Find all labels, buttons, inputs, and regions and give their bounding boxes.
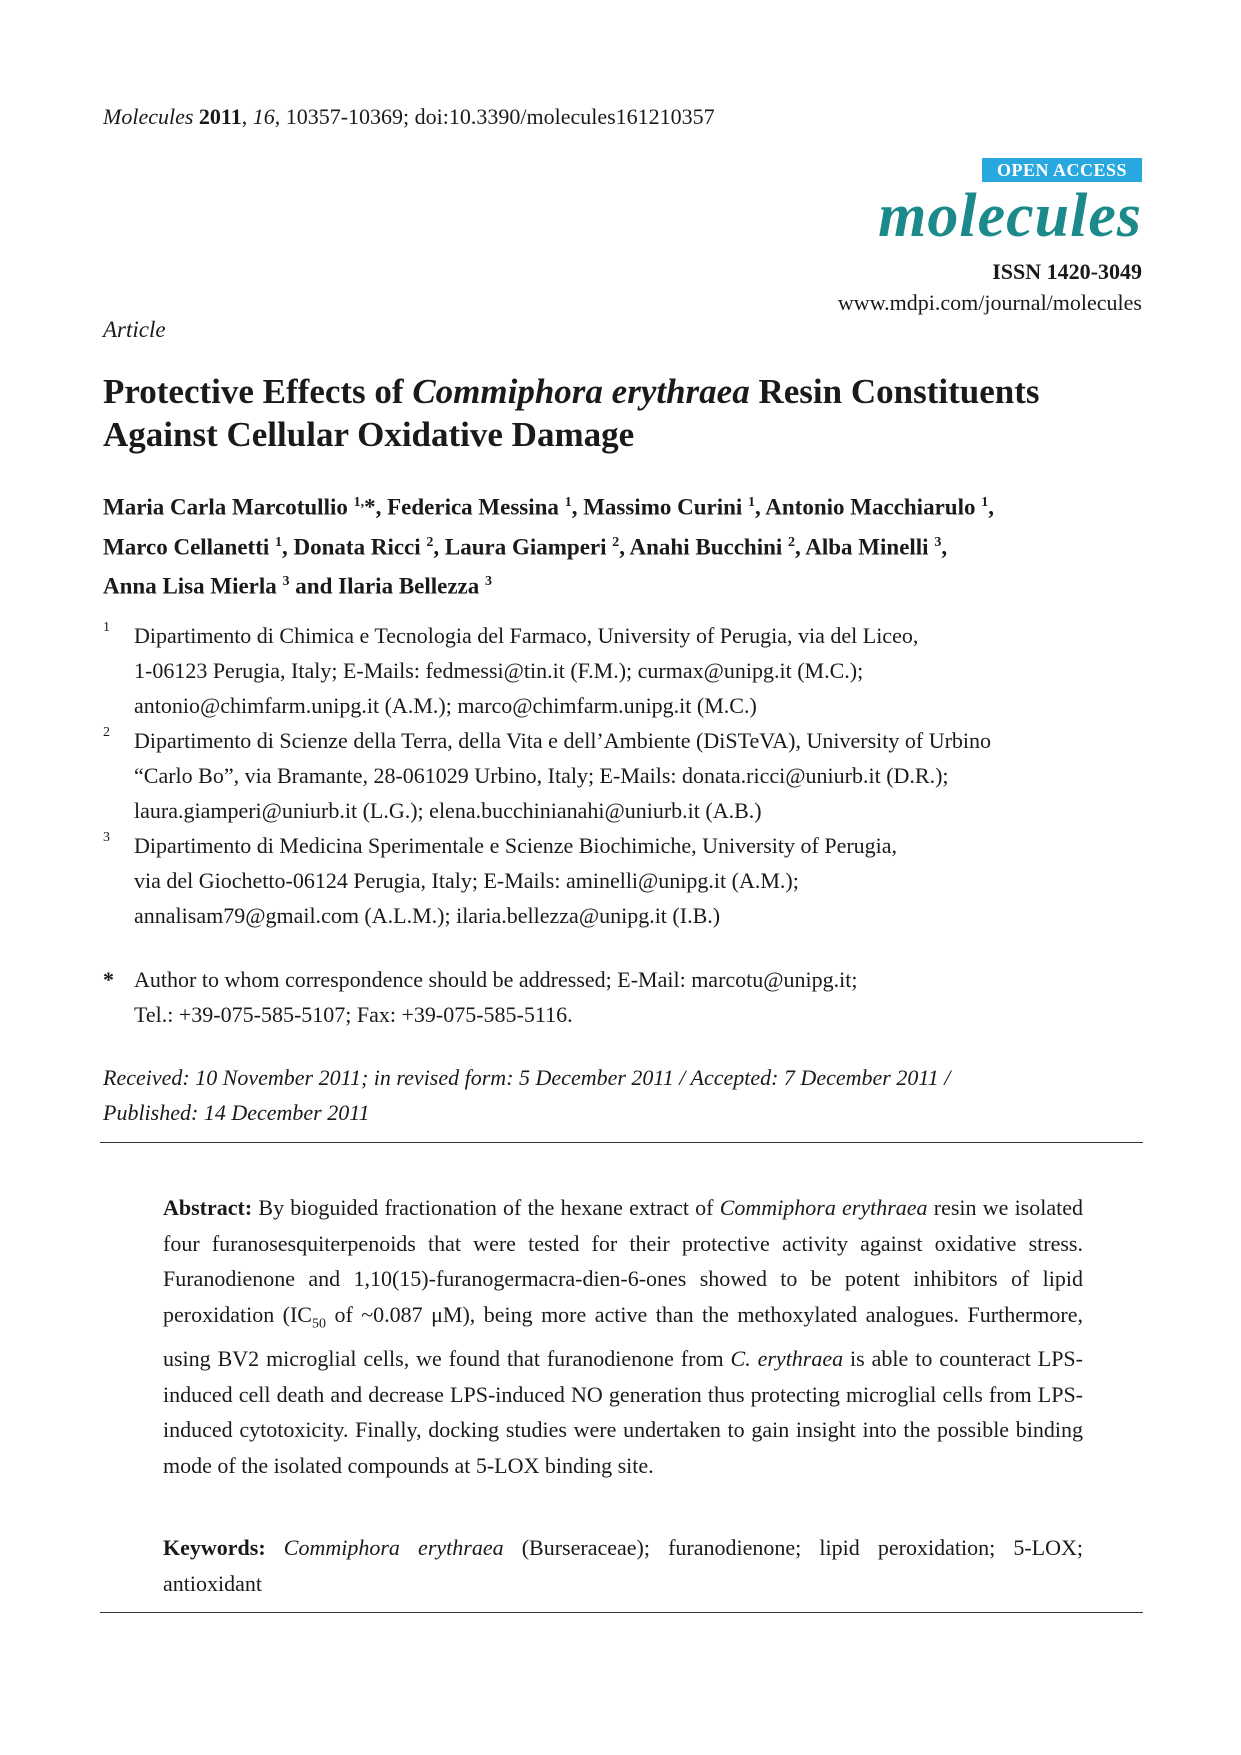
author: Anna Lisa Mierla xyxy=(103,573,277,599)
keywords-text: (Burseraceae); furanodienone; lipid peroxidation; 5-LOX; antioxidant xyxy=(163,1535,1083,1596)
affiliation-number: 2 xyxy=(103,725,110,740)
affiliation-number: 1 xyxy=(103,620,110,635)
author: Alba Minelli xyxy=(805,534,929,560)
affiliation-2 xyxy=(103,723,1143,828)
abstract-text: By bioguided fractionation of the hexane extract of xyxy=(252,1195,720,1220)
author-affiliation: 2 xyxy=(612,534,620,550)
affiliation-line: 1-06123 Perugia, Italy; E-Mails: fedmessi@tin.it (F.M.); curmax@unipg.it (M.C.); xyxy=(134,658,864,683)
issn: ISSN 1420-3049 xyxy=(992,259,1142,284)
keywords-label: Keywords: xyxy=(163,1535,266,1560)
journal-logo: molecules xyxy=(878,182,1142,250)
keyword-species: Commiphora erythraea xyxy=(283,1535,504,1560)
paper-title xyxy=(103,370,1143,456)
author: Massimo Curini xyxy=(583,494,743,520)
open-access-badge: OPEN ACCESS xyxy=(982,158,1142,182)
author-affiliation: 1 xyxy=(275,534,283,550)
affiliation-line: antonio@chimfarm.unipg.it (A.M.); marco@chimfarm.unipg.it (M.C.) xyxy=(134,693,757,718)
affiliation-line: Dipartimento di Medicina Sperimentale e Scienze Biochimiche, University of Perugia, xyxy=(134,833,898,858)
affiliation-3 xyxy=(103,828,1143,933)
journal-url[interactable]: www.mdpi.com/journal/molecules xyxy=(837,290,1142,315)
affiliation-line: annalisam79@gmail.com (A.L.M.); ilaria.bellezza@unipg.it (I.B.) xyxy=(134,903,721,928)
abstract-text: resin we isolated four furanosesquiterpenoids that were tested for their protective activity against oxidative stress. Furanodienone and 1,10(15)-furanogermacra-dien-6-ones showed to be potent inhibitors of lipid peroxidation (IC xyxy=(163,1195,1083,1327)
title-part-2: Resin Constituents Against Cellular Oxidative Damage xyxy=(103,372,1040,454)
citation-year: 2011 xyxy=(198,104,242,129)
author: Antonio Macchiarulo xyxy=(765,494,976,520)
author: Maria Carla Marcotullio xyxy=(103,494,348,520)
affiliation-line: “Carlo Bo”, via Bramante, 28-061029 Urbino, Italy; E-Mails: donata.ricci@uniurb.it (D.R.); xyxy=(134,763,949,788)
author: Ilaria Bellezza xyxy=(338,573,480,599)
abstract-text: is able to counteract LPS-induced cell death and decrease LPS-induced NO generation thus protecting microglial cells from LPS-induced cytotoxicity. Finally, docking studies were undertaken to gain insight into the possible binding mode of the isolated compounds at 5-LOX binding site. xyxy=(163,1346,1083,1478)
author-affiliation: 1, xyxy=(353,495,365,510)
dates-line: Received: 10 November 2011; in revised form: 5 December 2011 / Accepted: 7 December 2011 / xyxy=(103,1065,951,1090)
author-affiliation: 2 xyxy=(426,534,434,550)
author: Laura Giamperi xyxy=(444,534,607,560)
corresponding-mark: * xyxy=(364,494,376,520)
divider-top xyxy=(100,1142,1143,1143)
keywords xyxy=(163,1530,1083,1601)
abstract xyxy=(163,1190,1083,1483)
abstract-species: Commiphora erythraea xyxy=(719,1195,928,1220)
publication-dates xyxy=(103,1060,1143,1130)
author: Marco Cellanetti xyxy=(103,534,270,560)
author: Donata Ricci xyxy=(293,534,421,560)
author: Anahi Bucchini xyxy=(629,534,783,560)
correspondence-line: Tel.: +39-075-585-5107; Fax: +39-075-585-5116. xyxy=(134,1002,573,1027)
author-affiliation: 1 xyxy=(748,495,756,510)
citation-line: Molecules 2011, 16, 10357-10369; doi:10.3390/molecules161210357 xyxy=(103,104,715,129)
correspondence-star: * xyxy=(103,967,114,992)
journal-name: Molecules xyxy=(103,104,194,129)
divider-bottom xyxy=(100,1612,1143,1613)
title-species: Commiphora erythraea xyxy=(412,372,750,411)
title-part-1: Protective Effects of xyxy=(103,372,413,411)
author-affiliation: 1 xyxy=(564,495,572,510)
author-affiliation: 2 xyxy=(788,534,796,550)
correspondence-line: Author to whom correspondence should be addressed; E-Mail: marcotu@unipg.it; xyxy=(134,967,858,992)
author-affiliation: 3 xyxy=(934,534,942,550)
affiliation-line: Dipartimento di Scienze della Terra, della Vita e dell’Ambiente (DiSTeVA), University of Urbino xyxy=(134,728,992,753)
author-list: Maria Carla Marcotullio $^{1,}$*, Federica Messina $^1$, Massimo Curini $^1$, Antonio Macchiarulo $^1$, Marco Cellanetti $^1$, Donata Ricci $^2$, Laura Giamperi $^2$, Anahi Bucchini $^2$, Alba Minelli $^3$, Anna Lisa Mierla $^3$ and Ilaria Bellezza $^3$ xyxy=(103,494,994,599)
affiliations xyxy=(103,618,1143,933)
abstract-species: C. erythraea xyxy=(730,1346,844,1372)
author: Federica Messina xyxy=(387,494,559,520)
author-affiliation: 3 xyxy=(282,574,290,590)
correspondence xyxy=(103,962,1143,1032)
affiliation-line: laura.giamperi@uniurb.it (L.G.); elena.bucchinianahi@uniurb.it (A.B.) xyxy=(134,798,762,823)
affiliation-line: via del Giochetto-06124 Perugia, Italy; E-Mails: aminelli@unipg.it (A.M.); xyxy=(134,868,799,893)
abstract-text: of ~0.087 μM), being more active than the methoxylated analogues. Furthermore, using BV2 microglial cells, we found that furanodienone from xyxy=(163,1301,1083,1372)
author-affiliation: 1 xyxy=(981,495,989,510)
affiliation-line: Dipartimento di Chimica e Tecnologia del Farmaco, University of Perugia, via del Liceo, xyxy=(134,623,919,648)
affiliation-number: 3 xyxy=(103,830,110,845)
article-type: Article xyxy=(103,317,166,342)
dates-line: Published: 14 December 2011 xyxy=(103,1100,370,1125)
affiliation-1 xyxy=(103,618,1143,723)
abstract-subscript: 50 xyxy=(311,1315,326,1331)
citation-volume: 16 xyxy=(252,104,275,129)
abstract-label: Abstract: xyxy=(163,1195,253,1220)
author-affiliation: 3 xyxy=(485,574,493,590)
citation-pages-doi: , 10357-10369; doi:10.3390/molecules161210357 xyxy=(274,104,715,129)
